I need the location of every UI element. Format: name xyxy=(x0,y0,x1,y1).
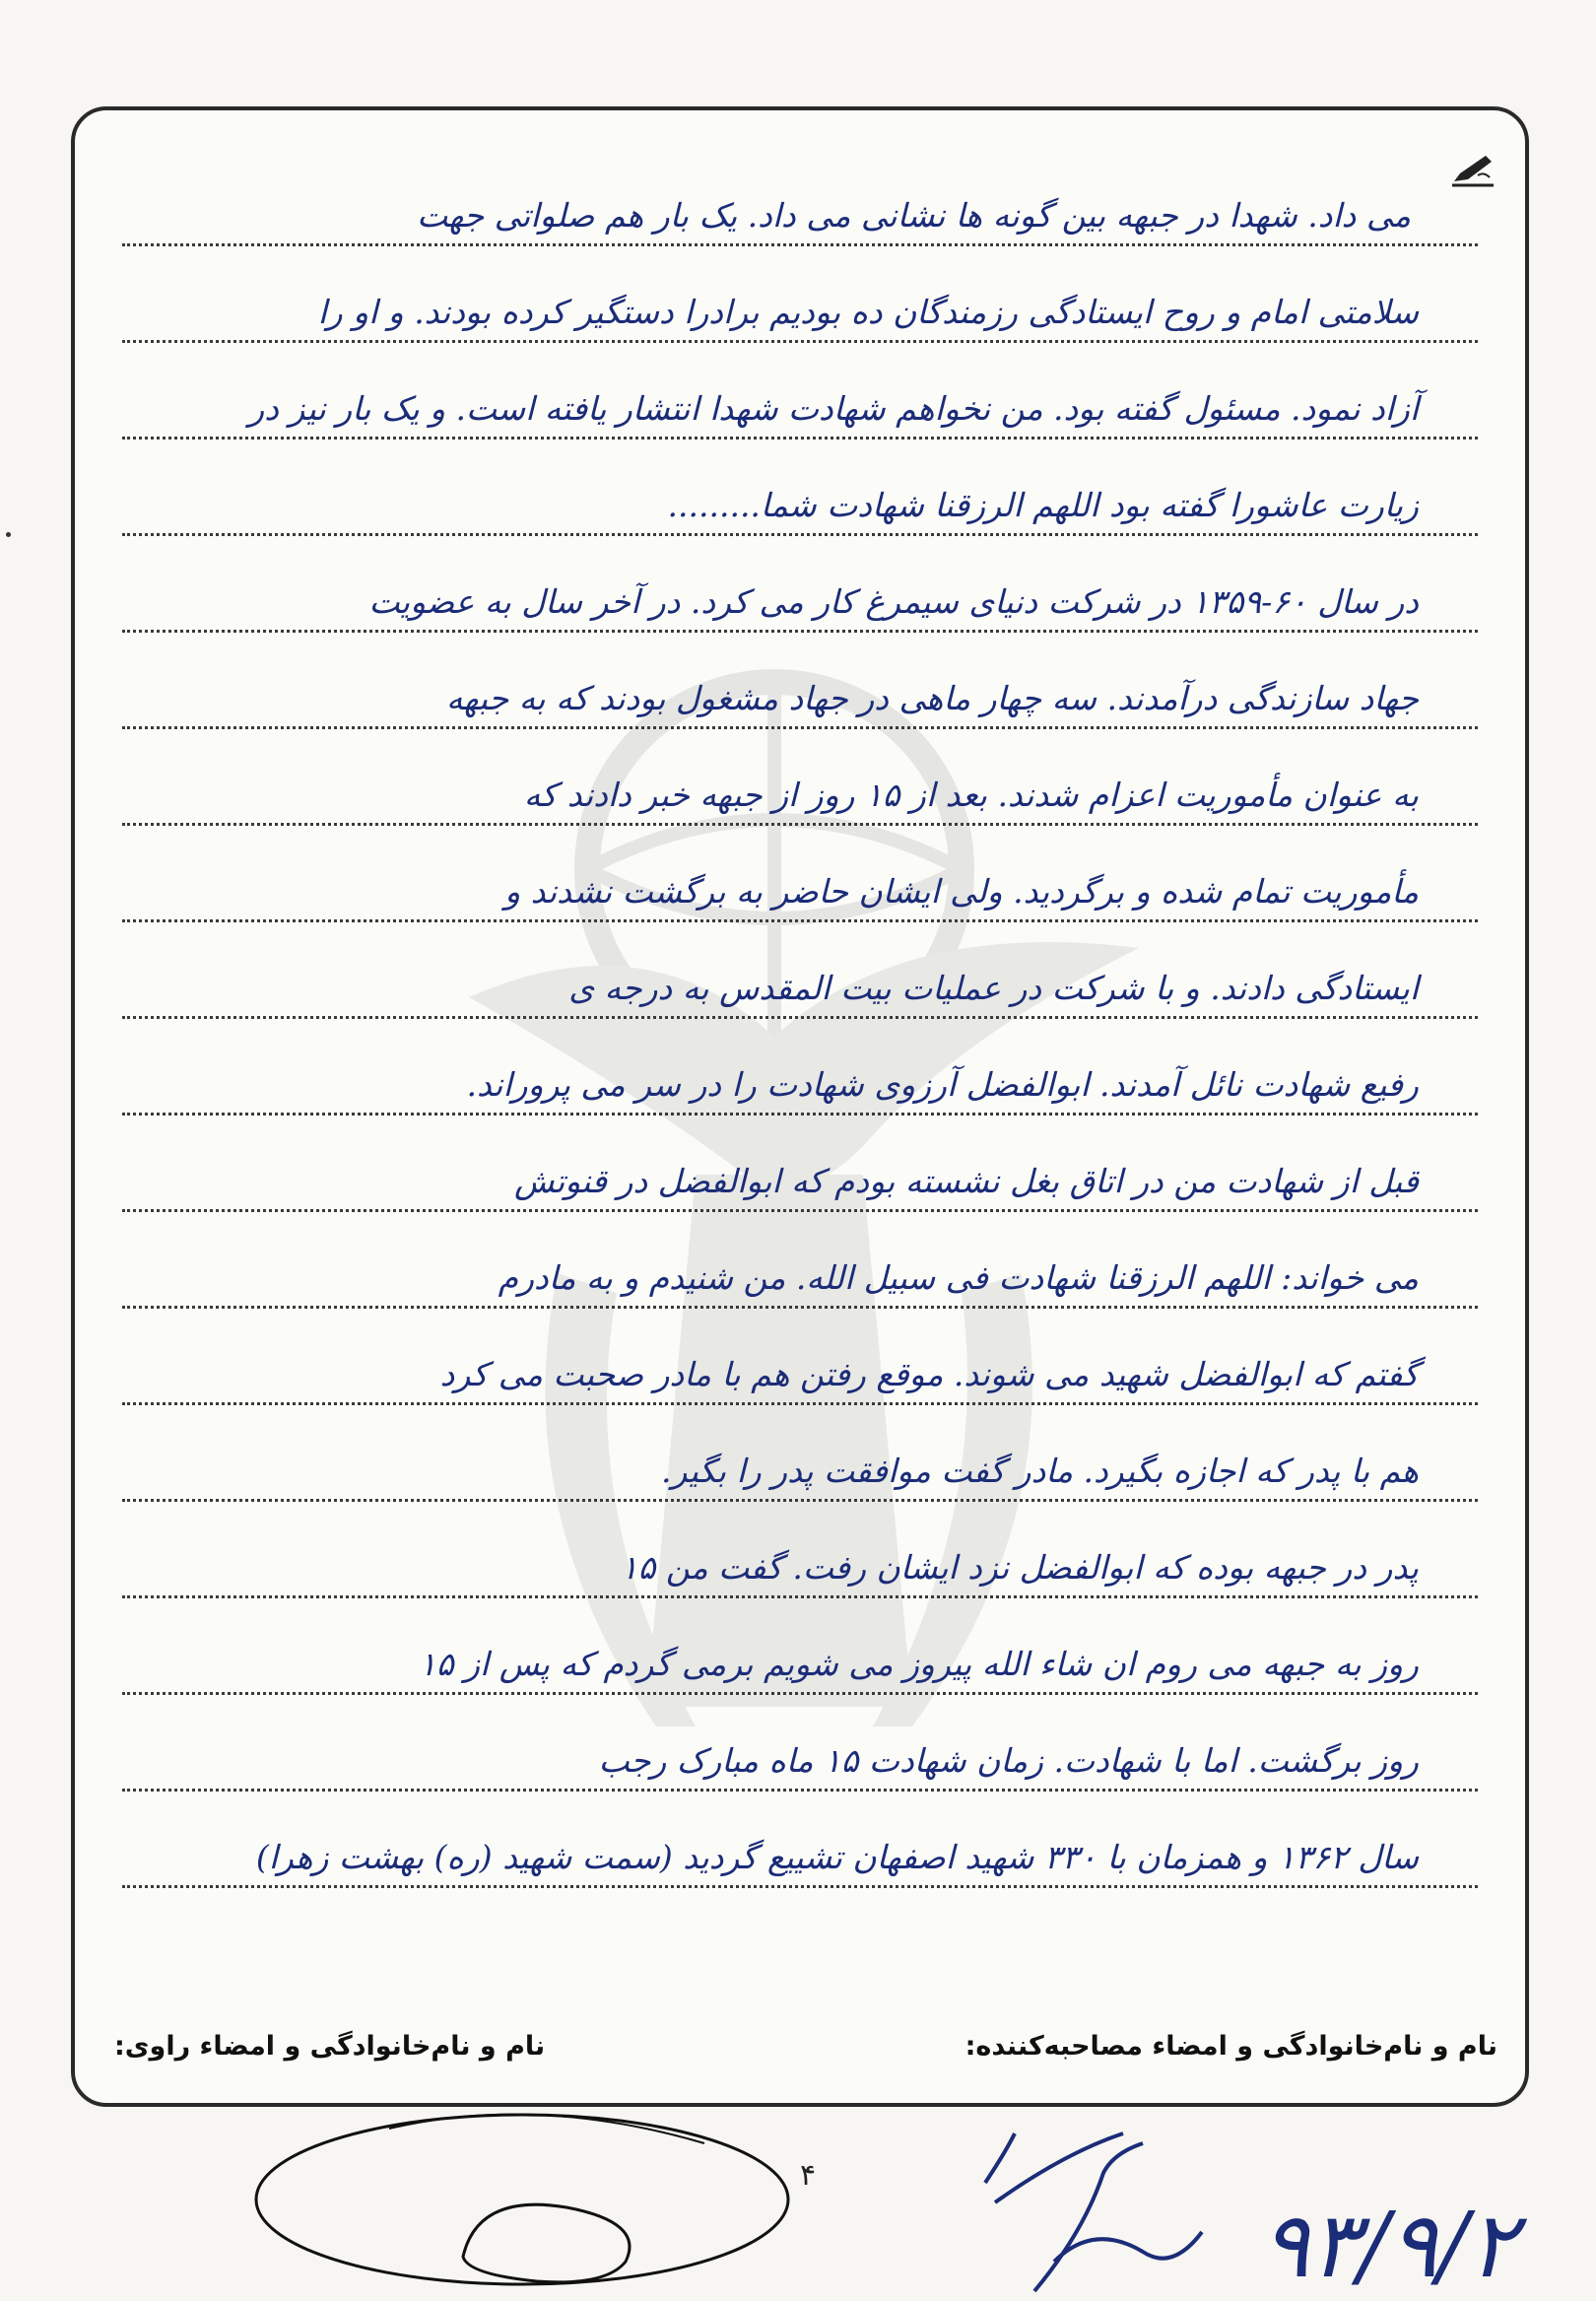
handwritten-line: سال ۱۳۶۲ و همزمان با ۳۳۰ شهید اصفهان تشییع گردید (سمت شهید (ره) بهشت زهرا) xyxy=(255,1838,1419,1877)
handwritten-line: به عنوان مأموریت اعزام شدند. بعد از ۱۵ روز از جبهه خبر دادند که xyxy=(523,776,1419,815)
handwritten-date: ۹۳/۹/۲ xyxy=(1261,2193,1517,2298)
handwritten-line: رفیع شهادت نائل آمدند. ابوالفضل آرزوی شهادت را در سر می پروراند. xyxy=(466,1065,1419,1105)
ruled-line xyxy=(122,1405,1478,1502)
narrator-signature-label: نام و نام‌خانوادگی و امضاء راوی: xyxy=(114,2031,546,2062)
handwritten-line: پدر در جبهه بوده که ابوالفضل نزد ایشان رفت. گفت من ۱۵ xyxy=(620,1548,1419,1588)
ruled-line xyxy=(122,1212,1478,1309)
ruled-line xyxy=(122,536,1478,633)
interview-form-sheet xyxy=(71,106,1529,2107)
ruled-line xyxy=(122,246,1478,343)
handwritten-line: قبل از شهادت من در اتاق بغل نشسته بودم که ابوالفضل در قنوتش xyxy=(514,1162,1419,1201)
handwritten-line: جهاد سازندگی درآمدند. سه چهار ماهی در جهاد مشغول بودند که به جبهه xyxy=(445,679,1419,718)
ruled-line xyxy=(122,1695,1478,1792)
handwritten-line: گفتم که ابوالفضل شهید می شوند. موقع رفتن هم با مادر صحبت می کرد xyxy=(439,1355,1419,1394)
ruled-line xyxy=(122,633,1478,729)
ruled-line xyxy=(122,1792,1478,1888)
ruled-line xyxy=(122,1598,1478,1695)
handwritten-line: زیارت عاشورا گفته بود اللهم الرزقنا شهادت شما......... xyxy=(667,486,1419,525)
handwritten-line: روز برگشت. اما با شهادت. زمان شهادت ۱۵ ماه مبارک رجب xyxy=(598,1741,1419,1781)
handwritten-line: هم با پدر که اجازه بگیرد. مادر گفت موافقت پدر را بگیر. xyxy=(661,1452,1419,1491)
handwritten-line: ایستادگی دادند. و با شرکت در عملیات بیت المقدس به درجه ی xyxy=(568,969,1419,1008)
handwritten-line: روز به جبهه می روم ان شاء الله پیروز می شویم برمی گردم که پس از ۱۵ xyxy=(419,1645,1419,1684)
ruled-line xyxy=(122,343,1478,440)
interviewer-signature-label: نام و نام‌خانوادگی و امضاء مصاحبه‌کننده: xyxy=(964,2031,1497,2062)
ruled-line xyxy=(122,826,1478,922)
narrator-signature-drawing xyxy=(241,2099,803,2301)
handwritten-line: می داد. شهدا در جبهه بین گونه ها نشانی می داد. یک بار هم صلواتی جهت xyxy=(417,196,1411,236)
handwritten-line: مأموریت تمام شده و برگردید. ولی ایشان حاضر به برگشت نشدند و xyxy=(504,872,1419,912)
ruled-line xyxy=(122,1116,1478,1212)
ruled-line xyxy=(122,922,1478,1019)
ruled-line xyxy=(122,150,1478,246)
interviewer-signature-and-date xyxy=(946,2114,1537,2301)
margin-dot xyxy=(6,532,11,537)
ruled-line xyxy=(122,1502,1478,1598)
ruled-line xyxy=(122,1019,1478,1116)
signature-labels xyxy=(114,2031,1497,2062)
handwritten-line: آزاد نمود. مسئول گفته بود. من نخواهم شهادت شهدا انتشار یافته است. و یک بار نیز در xyxy=(248,389,1419,429)
handwritten-line: در سال ۶۰-۱۳۵۹ در شرکت دنیای سیمرغ کار می کرد. در آخر سال به عضویت xyxy=(368,582,1419,622)
handwritten-text-area xyxy=(122,150,1478,1888)
handwritten-line: می خواند: اللهم الرزقنا شهادت فی سبیل الله. من شنیدم و به مادرم xyxy=(498,1258,1419,1298)
page-number: ۴ xyxy=(800,2158,817,2193)
handwritten-line: سلامتی امام و روح ایستادگی رزمندگان ده بودیم برادرا دستگیر کرده بودند. و او را xyxy=(317,293,1419,332)
ruled-line xyxy=(122,729,1478,826)
ruled-line xyxy=(122,1309,1478,1405)
ruled-line xyxy=(122,440,1478,536)
